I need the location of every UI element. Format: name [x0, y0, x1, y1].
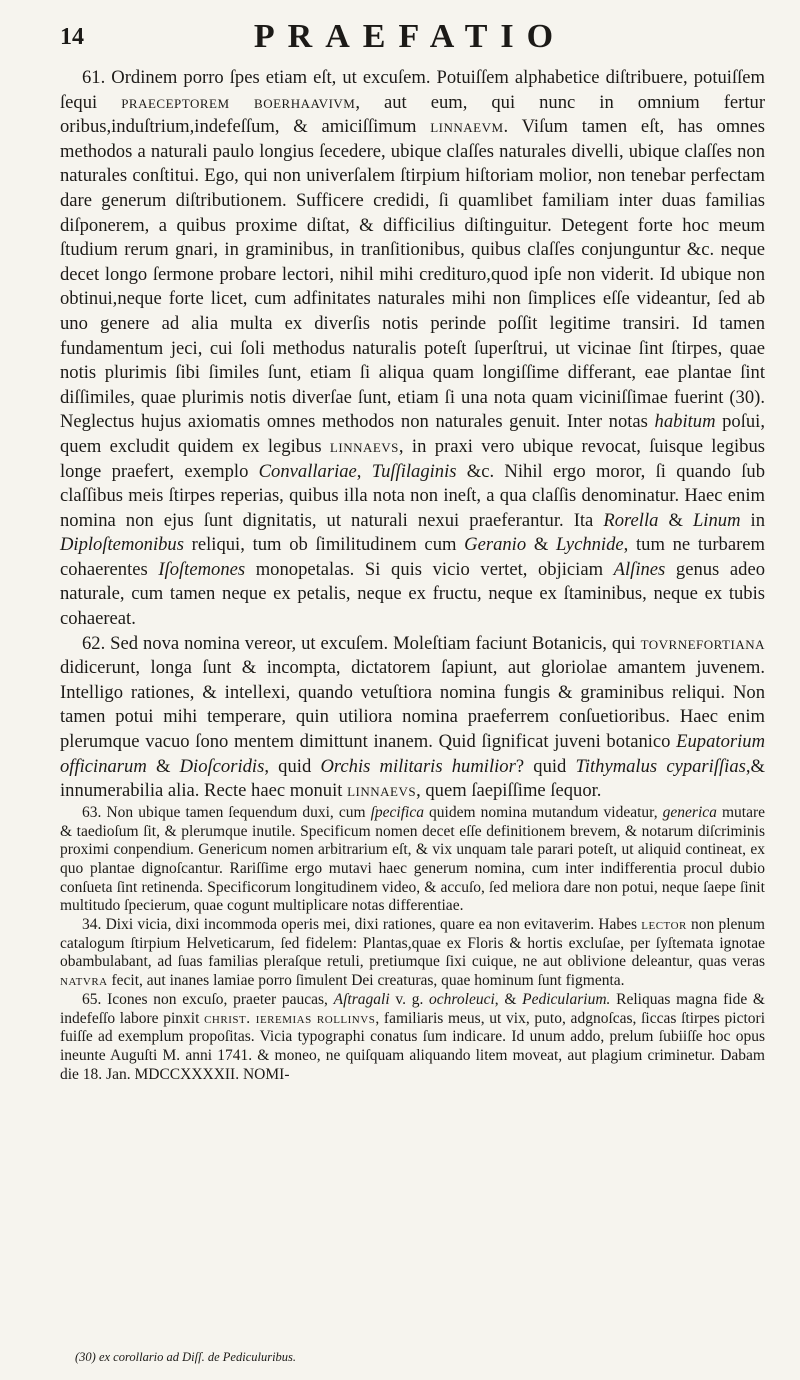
running-head: PRAEFATIO: [253, 18, 567, 55]
page-number: 14: [60, 24, 84, 50]
body-text: [60, 66, 765, 1084]
paragraph-65: 65. Icones non excuſo, praeter paucas, Aſtragali v. g. ochroleuci, & Pedicularium. Reliquas magna fide & indefeſſo labore pinxit christ. ieremias rollinvs, familiaris meus, ut vix, puto, adgnoſcas, ſiccas ſtirpes pictori fuiſſe ad exemplum propoſitas. Vicia typographi conatus ſum indicare. Id unum addo, prelum ſubiiſſe hoc opus ineunte Auguſti M. anni 1741. & moneo, ne quiſquam aliquando litem moveat, aut plagium criminetur. Dabam die 18. Jan. MDCCXXXXII. NOMI-: [60, 990, 765, 1083]
paragraph-62: 62. Sed nova nomina vereor, ut excuſem. Moleſtiam faciunt Botanicis, qui tovrnefortiana didicerunt, longa ſunt & incompta, dictatorem ſapiunt, aut gloriolae amantem juvenem. Intelligo rationes, & intellexi, quando vetuſtiora nomina fungis & graminibus reliqui. Non tamen potui mihi temperare, quin utiliora nomina praeferrem conſuetioribus. Haec enim plerumque vacuo ſono mentem dimittunt inanem. Quid ſignificat juveni botanico Eupatorium officinarum & Dioſcoridis, quid Orchis militaris humilior? quid Tithymalus cypariſſias,& innumerabilia alia. Recte haec monuit linnaevs, quem ſaepiſſime ſequor.: [60, 632, 765, 802]
small-print-section: [60, 804, 765, 1085]
footnote: (30) ex corollario ad Diſſ. de Pediculuribus.: [75, 1350, 297, 1364]
paragraph-61: 61. Ordinem porro ſpes etiam eſt, ut excuſem. Potuiſſem alphabetice diſtribuere, potuiſſem ſequi praeceptorem boerhaavivm, aut eum, qui nunc in omnium fertur oribus,induſtrium,indefeſſum, & amiciſſimum linnaevm. Viſum tamen eſt, has omnes methodos a naturali paulo longius ſecedere, ubique claſſes naturales divelli, ubique claſſes non naturales conſtitui. Ego, qui non univerſalem ſtirpium hiſtoriam molior, non tenebar perfectam dare generum diſtributionem. Sufficere credidi, ſi quamlibet familiam inter duas familias diſponerem, a quibus proxime diſtat, & difficilius diſtinguitur. Detegent forte hoc meum ſtudium rerum gnari, in graminibus, in tranſitionibus, quibus claſſes conjunguntur &c. neque decet longo ſermone probare lectori, nihil mihi credituro,quod ipſe non viderit. Id ubique non obtinui,neque forte licet, cum adfinitates naturales mihi non ſimplices eſſe videantur, ſed ab uno genere ad alia multa ex diverſis notis perinde poſſit legitime transiri. Id tamen fundamentum jeci, cui ſoli methodus naturalis poteſt ſuperſtrui, ut vicinae ſint ſtirpes, quae notis plurimis ſibi ſimiles ſunt, etiam ſi aliqua quam longiſſime differant, eae plantae ſint diſſimiles, quae plurimis notis diverſae ſunt, etiam ſi una nota quam viciniſſimae fuerint (30). Neglectus hujus axiomatis omnes methodos non naturales genuit. Inter notas habitum poſui, quem excludit quidem ex legibus linnaevs, in praxi vero ubique revocat, ſuisque legibus longe praefert, exemplo Convallariae, Tuſſilaginis &c. Nihil ergo moror, ſi quando ſub claſſibus meis ſtirpes reperias, quibus illa nota non ineſt, a qua claſſis denominatur. Haec enim nomina non ejus ſunt dignitatis, ut naturali nexui praeferantur. Ita Rorella & Linum in Diploſtemonibus reliqui, tum ob ſimilitudinem cum Geranio & Lychnide, tum ne turbarem cohaerentes Iſoſtemones monopetalas. Si quis vicio vertet, objiciam Alſines genus adeo naturale, cum tamen neque ex petalis, neque ex fructu, neque ex ſtaminibus, neque ex tubis cohaereat.: [60, 67, 766, 630]
paragraph-63: 63. Non ubique tamen ſequendum duxi, cum ſpecifica quidem nomina mutandum videatur, generica mutare & taedioſum ſit, & plerumque inutile. Specificum nomen decet eſſe definitionem brevem, & notarum diſcriminis proximi conpendium. Genericum nomen arbitrarium eſt, & vix unquam tale parari poteſt, ut aliquid contineat, ex quo plantae dignoſcantur. Rariſſime ergo mutavi haec generum nomina, cum inter indifferentia procul dubio conſueta ſint retinenda. Specificorum longitudinem video, & accuſo, ſed meliora dare non potui, neque ſaepe ſinit multitudo ſpecierum, quae cogunt multiplicare notas differentiae.: [60, 803, 765, 915]
catchword: NOMI-: [242, 1065, 290, 1083]
paragraph-64: 34. Dixi vicia, dixi incommoda operis mei, dixi rationes, quare ea non evitaverim. Habes lector non plenum catalogum ſtirpium Helveticarum, ſed fidelem: Plantas,quae ex Floris & hortis excluſae, per ſyſtemata ignotae obambulabant, ad ſuas familias pleraſque retuli, pretiumque ſixi cuique, ne aut oblivione deleantur, quas veras natvra fecit, aut inanes lamiae porro ſimulent Dei creaturas, quae hominum ſunt figmenta.: [60, 916, 765, 990]
page-header: [60, 18, 760, 62]
